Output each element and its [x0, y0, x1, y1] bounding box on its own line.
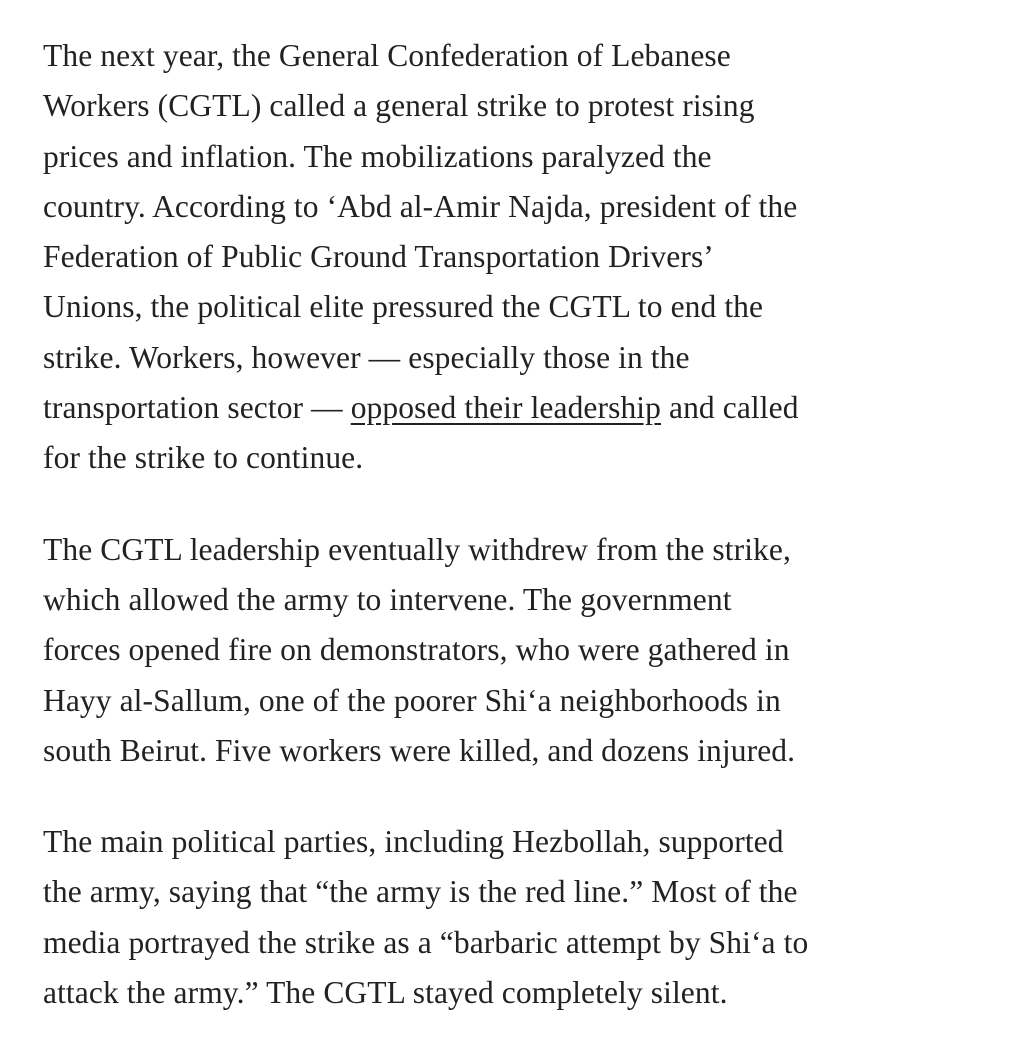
text-after-link: and called: [661, 390, 799, 426]
text-before-link: transportation sector —: [43, 390, 351, 426]
opposed-their-leadership-link[interactable]: opposed their leadership: [350, 390, 662, 426]
article-body: [43, 31, 943, 1059]
text-line-with-link: [43, 383, 943, 433]
text-line: the army, saying that “the army is the red line.” Most of the: [43, 874, 798, 910]
text-line: Federation of Public Ground Transportation Drivers’: [43, 239, 714, 275]
text-line: The main political parties, including Hezbollah, supported: [43, 824, 784, 860]
text-line: media portrayed the strike as a “barbaric attempt by Shi‘a to: [43, 924, 809, 960]
text-line: for the strike to continue.: [43, 440, 364, 476]
text-line: strike. Workers, however — especially those in the: [43, 339, 690, 375]
text-line: prices and inflation. The mobilizations paralyzed the: [43, 138, 712, 174]
paragraph-army-intervention: [43, 525, 943, 776]
text-line: Hayy al-Sallum, one of the poorer Shi‘a neighborhoods in: [43, 682, 781, 718]
text-line: country. According to ‘Abd al-Amir Najda, president of the: [43, 188, 798, 224]
text-line: which allowed the army to intervene. The government: [43, 581, 732, 617]
text-line: Unions, the political elite pressured the CGTL to end the: [43, 289, 764, 325]
text-line: The CGTL leadership eventually withdrew from the strike,: [43, 531, 791, 567]
paragraph-general-strike: [43, 31, 943, 484]
text-line: The next year, the General Confederation of Lebanese: [43, 38, 731, 73]
text-line: forces opened fire on demonstrators, who were gathered in: [43, 632, 790, 668]
text-line: south Beirut. Five workers were killed, and dozens injured.: [43, 732, 796, 768]
paragraph-political-parties: [43, 817, 943, 1018]
text-line: attack the army.” The CGTL stayed completely silent.: [43, 975, 728, 1011]
text-line: Workers (CGTL) called a general strike to protest rising: [43, 88, 755, 124]
